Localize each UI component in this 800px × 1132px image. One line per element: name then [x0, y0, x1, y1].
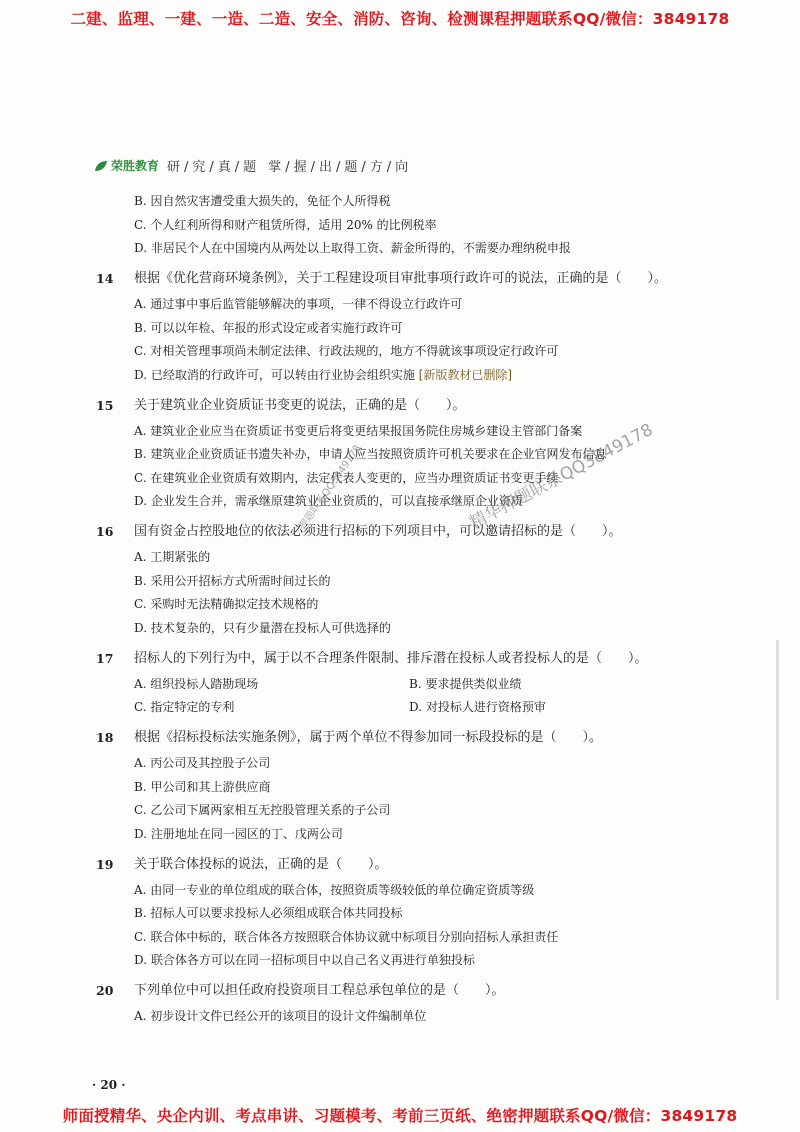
leaf-icon [94, 160, 108, 172]
option: B. 甲公司和其上游供应商 [134, 779, 271, 794]
question-number: 20 [96, 983, 114, 998]
option: B. 因自然灾害遭受重大损失的，免征个人所得税 [134, 194, 391, 208]
option: B. 要求提供类似业绩 [409, 676, 522, 691]
option: C. 对相关管理事项尚未制定法律、行政法规的，地方不得就该事项设定行政许可 [134, 344, 559, 358]
option: A. 丙公司及其控股子公司 [134, 756, 271, 770]
option: A. 通过事中事后监管能够解决的事项，一律不得设立行政许可 [134, 297, 463, 311]
question-stem: 关于联合体投标的说法，正确的是（ ）。 [134, 856, 388, 872]
page-number: · 20 · [92, 1078, 126, 1092]
option: D. 对投标人进行资格预审 [409, 700, 546, 714]
option: B. 采用公开招标方式所需时间过长的 [134, 573, 331, 588]
question-number: 15 [96, 397, 114, 413]
question-stem: 关于建筑业企业资质证书变更的说法，正确的是（ ）。 [134, 397, 466, 413]
option: C. 个人红利所得和财产租赁所得，适用 20% 的比例税率 [134, 217, 437, 232]
deleted-note: [新版教材已删除] [418, 367, 513, 382]
option: C. 在建筑业企业资质有效期内，法定代表人变更的，应当办理资质证书变更手续 [134, 470, 559, 485]
option: B. 招标人可以要求投标人必须组成联合体共同投标 [134, 906, 403, 920]
bottom-banner: 师面授精华、央企内训、考点串讲、习题模考、考前三页纸、绝密押题联系QQ/微信：3849178 [62, 1107, 738, 1125]
option: B. 建筑业企业资质证书遗失补办，申请人应当按照资质许可机关要求在企业官网发布信息 [134, 447, 607, 461]
question-number: 16 [96, 524, 114, 539]
question-stem: 根据《招标投标法实施条例》，属于两个单位不得参加同一标段投标的是（ ）。 [134, 730, 603, 745]
question-stem: 国有资金占控股地位的依法必须进行招标的下列项目中，可以邀请招标的是（ ）。 [134, 524, 622, 539]
brand-name: 荣胜教育 [111, 159, 160, 173]
question-17 [96, 650, 736, 716]
top-banner: 二建、监理、一建、一造、二造、安全、消防、咨询、检测课程押题联系QQ/微信：3849178 [70, 10, 730, 28]
option: C. 采购时无法精确拟定技术规格的 [134, 597, 319, 611]
option: D. 企业发生合并，需承继原建筑业企业资质的，可以直接承继原企业资质 [134, 494, 523, 508]
header-slogan: 研/究/真/题 掌/握/出/题/方/向 [167, 160, 413, 175]
option: C. 指定特定的专利 [134, 700, 235, 714]
option [96, 367, 736, 383]
option: A. 组织投标人踏勘现场 [134, 676, 259, 691]
question-stem: 根据《优化营商环境条例》，关于工程建设项目审批事项行政许可的说法，正确的是（ ）。 [134, 271, 668, 286]
question-number: 17 [96, 650, 114, 666]
question-16 [96, 523, 736, 636]
watermark: 押题联系QQ3849178 [297, 443, 364, 532]
previous-question-options [96, 193, 736, 256]
option: A. 初步设计文件已经公开的该项目的设计文件编制单位 [134, 1009, 427, 1023]
page-edge-shadow [776, 640, 779, 1000]
option: C. 联合体中标的，联合体各方按照联合体协议就中标项目分别向招标人承担责任 [134, 929, 559, 944]
brand-logo [94, 157, 159, 174]
question-15 [96, 397, 736, 510]
option: D. 注册地址在同一园区的丁、戊两公司 [134, 826, 343, 841]
option: D. 非居民个人在中国境内从两处以上取得工资、薪金所得的，不需要办理纳税申报 [134, 241, 571, 255]
question-18 [96, 729, 736, 842]
option: A. 由同一专业的单位组成的联合体，按照资质等级较低的单位确定资质等级 [134, 882, 535, 897]
question-20 [96, 982, 736, 1024]
option: B. 可以以年检、年报的形式设定或者实施行政许可 [134, 320, 403, 335]
question-number: 18 [96, 730, 114, 745]
option: C. 乙公司下属两家相互无控股管理关系的子公司 [134, 803, 391, 817]
question-stem: 下列单位中可以担任政府投资项目工程总承包单位的是（ ）。 [134, 983, 505, 998]
question-number: 19 [96, 856, 114, 872]
option: A. 建筑业企业应当在资质证书变更后将变更结果报国务院住房城乡建设主管部门备案 [134, 423, 583, 438]
question-14 [96, 270, 736, 383]
option-text: D. 已经取消的行政许可，可以转由行业协会组织实施 [134, 367, 415, 382]
question-content [96, 193, 736, 1032]
option: D. 技术复杂的，只有少量潜在投标人可供选择的 [134, 620, 391, 635]
question-19 [96, 856, 736, 969]
option: A. 工期紧张的 [134, 550, 211, 564]
question-stem: 招标人的下列行为中，属于以不合理条件限制、排斥潜在投标人或者投标人的是（ ）。 [134, 650, 648, 666]
option: D. 联合体各方可以在同一招标项目中以自己名义再进行单独投标 [134, 953, 475, 967]
question-number: 14 [96, 271, 114, 286]
watermark: 精华押题联系QQ3849178 [466, 419, 657, 534]
page-header [94, 156, 412, 175]
